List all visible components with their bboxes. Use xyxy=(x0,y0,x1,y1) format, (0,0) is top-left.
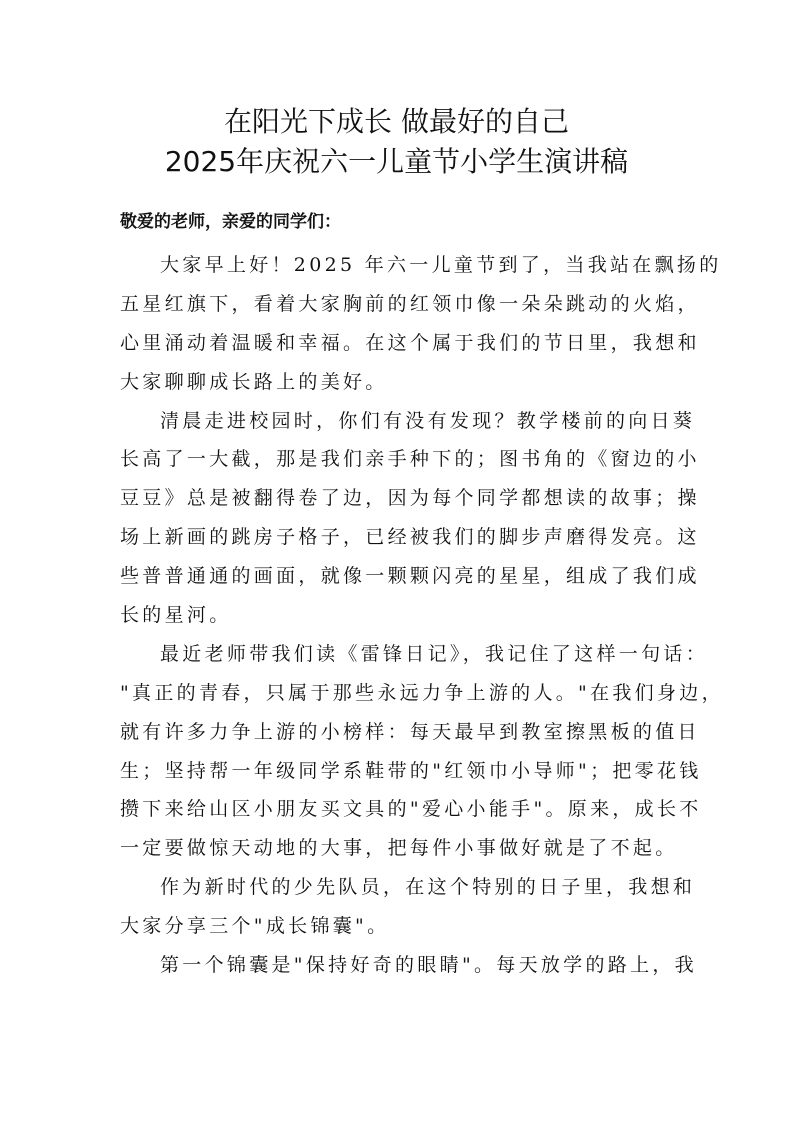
paragraph-1-line: 大家聊聊成长路上的美好。 xyxy=(120,370,388,393)
paragraph-3-line: 生；坚持帮一年级同学系鞋带的"红领巾小导师"；把零花钱 xyxy=(120,759,702,782)
paragraph-3-line: 攒下来给山区小朋友买文具的"爱心小能手"。原来，成长不 xyxy=(120,798,702,821)
paragraph-3-line: 就有许多力争上游的小榜样：每天最早到教室擦黑板的值日 xyxy=(120,720,700,743)
paragraph-2-line: 豆豆》总是被翻得卷了边，因为每个同学都想读的故事；操 xyxy=(120,487,700,510)
paragraph-3-line: 最近老师带我们读《雷锋日记》，我记住了这样一句话： xyxy=(160,642,709,665)
paragraph-2-line: 些普普通通的画面，就像一颗颗闪亮的星星，组成了我们成 xyxy=(120,565,700,588)
speech-body xyxy=(120,246,724,985)
paragraph-1-line: 大家早上好！2025 年六一儿童节到了，当我站在飘扬的 xyxy=(160,254,722,276)
title-line-1: 在阳光下成长 做最好的自己 xyxy=(224,105,569,138)
paragraph-1-line: 五星红旗下，看着大家胸前的红领巾像一朵朵跳动的火焰， xyxy=(120,292,700,315)
paragraph-2-line: 清晨走进校园时，你们有没有发现？教学楼前的向日葵 xyxy=(160,409,696,432)
paragraph-2-line: 长的星河。 xyxy=(120,604,232,627)
paragraph-2-line: 场上新画的跳房子格子，已经被我们的脚步声磨得发亮。这 xyxy=(120,526,700,549)
title-line-2: 2025年庆祝六一儿童节小学生演讲稿 xyxy=(164,145,629,178)
paragraph-4-line: 大家分享三个"成长锦囊"。 xyxy=(120,915,390,938)
paragraph-5-line: 第一个锦囊是"保持好奇的眼睛"。每天放学的路上，我 xyxy=(160,954,697,977)
paragraph-1-line: 心里涌动着温暖和幸福。在这个属于我们的节日里，我想和 xyxy=(120,331,700,354)
salutation: 敬爱的老师，亲爱的同学们： xyxy=(120,212,341,232)
paragraph-2-line: 长高了一大截，那是我们亲手种下的；图书角的《窗边的小 xyxy=(120,448,700,471)
paragraph-4-line: 作为新时代的少先队员，在这个特别的日子里，我想和 xyxy=(160,876,696,899)
paragraph-3-line: 一定要做惊天动地的大事，把每件小事做好就是了不起。 xyxy=(120,837,678,860)
paragraph-3-line: "真正的青春，只属于那些永远力争上游的人。"在我们身边， xyxy=(120,681,724,704)
